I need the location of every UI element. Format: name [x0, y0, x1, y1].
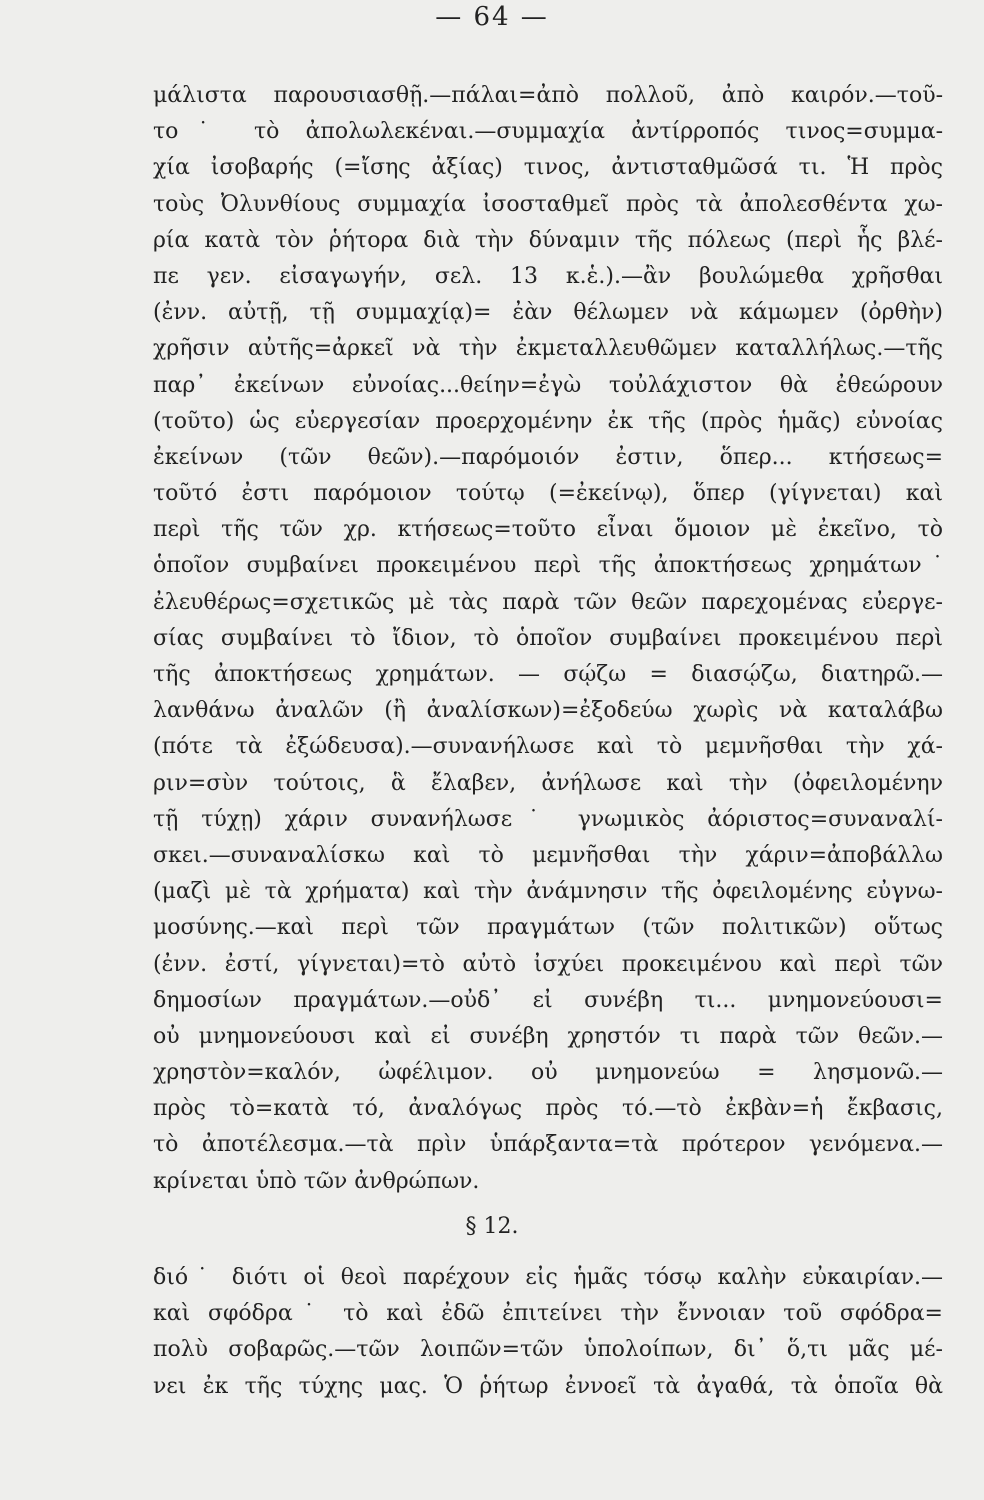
text-line: το˙ τὸ ἀπολωλεκέναι.—συμμαχία ἀντίρροπός τινος=συμμα-: [153, 119, 943, 145]
page-number: — 64 —: [435, 2, 549, 32]
text-line: τοὺς Ὀλυνθίους συμμαχία ἰσοσταθμεῖ πρὸς τὰ ἀπολεσθέντα χω-: [153, 191, 943, 217]
text-line: ἐκείνων (τῶν θεῶν).—παρόμοιόν ἐστιν, ὅπερ... κτήσεως=: [153, 444, 943, 470]
text-line: πρὸς τὸ=κατὰ τό, ἀναλόγως πρὸς τό.—τὸ ἐκβὰν=ἡ ἔκβασις,: [153, 1096, 943, 1122]
text-line: λανθάνω ἀναλῶν (ἢ ἀναλίσκων)=ἐξοδεύω χωρὶς νὰ καταλάβω: [153, 698, 943, 724]
text-line: τῇ τύχῃ) χάριν συνανήλωσε˙ γνωμικὸς ἀόριστος=συναναλί-: [153, 806, 943, 832]
commentary-text: [153, 78, 943, 1200]
text-line: περὶ τῆς τῶν χρ. κτήσεως=τοῦτο εἶναι ὅμοιον μὲ ἐκεῖνο, τὸ: [153, 517, 943, 543]
text-line: (μαζὶ μὲ τὰ χρήματα) καὶ τὴν ἀνάμνησιν τῆς ὀφειλομένης εὐγνω-: [153, 879, 943, 905]
text-line: χία ἰσοβαρής (=ἴσης ἀξίας) τινος, ἀντισταθμῶσά τι. Ἡ πρὸς: [153, 155, 943, 181]
text-line: (τοῦτο) ὡς εὐεργεσίαν προερχομένην ἐκ τῆς (πρὸς ἡμᾶς) εὐνοίας: [153, 408, 943, 434]
text-line: (πότε τὰ ἐξώδευσα).—συνανήλωσε καὶ τὸ μεμνῆσθαι τὴν χά-: [153, 734, 943, 760]
text-line: διό˙ διότι οἱ θεοὶ παρέχουν εἰς ἡμᾶς τόσῳ καλὴν εὐκαιρίαν.—: [153, 1265, 943, 1290]
text-line: νει ἐκ τῆς τύχης μας. Ὁ ῥήτωρ ἐννοεῖ τὰ ἀγαθά, τὰ ὁποῖα θὰ: [153, 1373, 943, 1399]
text-line: (ἐνν. αὐτῇ, τῇ συμμαχίᾳ)= ἐὰν θέλωμεν νὰ κάμωμεν (ὀρθὴν): [153, 300, 943, 326]
text-line: ὁποῖον συμβαίνει προκειμένου περὶ τῆς ἀποκτήσεως χρημάτων˙: [153, 553, 943, 579]
text-line: οὐ μνημονεύουσι καὶ εἰ συνέβη χρηστόν τι παρὰ τῶν θεῶν.—: [153, 1023, 943, 1049]
text-line: χρηστὸν=καλόν, ὠφέλιμον. οὐ μνημονεύω = λησμονῶ.—: [153, 1060, 943, 1086]
text-line: ρία κατὰ τὸν ῥήτορα διὰ τὴν δύναμιν τῆς πόλεως (περὶ ἧς βλέ-: [153, 227, 943, 253]
text-line: ριν=σὺν τούτοις, ἃ ἔλαβεν, ἀνήλωσε καὶ τὴν (ὀφειλομένην: [153, 770, 943, 796]
section-heading: § 12.: [465, 1214, 519, 1239]
text-line: παρ᾿ ἐκείνων εὐνοίας...θείην=ἐγὼ τοὐλάχιστον θὰ ἐθεώρουν: [153, 372, 943, 398]
text-line: δημοσίων πραγμάτων.—οὐδ᾿ εἰ συνέβη τι... μνημονεύουσι=: [153, 987, 943, 1013]
text-line: χρῆσιν αὐτῆς=ἀρκεῖ νὰ τὴν ἐκμεταλλευθῶμεν καταλλήλως.—τῆς: [153, 336, 943, 362]
text-line: (ἐνν. ἐστί, γίγνεται)=τὸ αὐτὸ ἰσχύει προκειμένου καὶ περὶ τῶν: [153, 951, 943, 977]
text-line: ἐλευθέρως=σχετικῶς μὲ τὰς παρὰ τῶν θεῶν παρεχομένας εὐεργε-: [153, 589, 943, 615]
text-line: μοσύνης.—καὶ περὶ τῶν πραγμάτων (τῶν πολιτικῶν) οὕτως: [153, 915, 943, 941]
text-line: μάλιστα παρουσιασθῇ.—πάλαι=ἀπὸ πολλοῦ, ἀπὸ καιρόν.—τοῦ-: [153, 83, 943, 108]
text-line: τῆς ἀποκτήσεως χρημάτων. — σῴζω = διασῴζω, διατηρῶ.—: [153, 662, 943, 687]
text-line: καὶ σφόδρα˙ τὸ καὶ ἐδῶ ἐπιτείνει τὴν ἔννοιαν τοῦ σφόδρα=: [153, 1301, 943, 1327]
text-line: τὸ ἀποτέλεσμα.—τὰ πρὶν ὑπάρξαντα=τὰ πρότερον γενόμενα.—: [153, 1132, 943, 1158]
text-line: κρίνεται ὑπὸ τῶν ἀνθρώπων.: [153, 1168, 480, 1194]
text-line: τοῦτό ἐστι παρόμοιον τούτῳ (=ἐκείνῳ), ὅπερ (γίγνεται) καὶ: [153, 481, 943, 507]
section-text: [153, 1260, 943, 1405]
text-line: πολὺ σοβαρῶς.—τῶν λοιπῶν=τῶν ὑπολοίπων, δι᾿ ὅ,τι μᾶς μέ-: [153, 1337, 943, 1363]
text-line: πε γεν. εἰσαγωγήν, σελ. 13 κ.ἑ.).—ἂν βουλώμεθα χρῆσθαι: [153, 263, 943, 289]
text-line: σίας συμβαίνει τὸ ἴδιον, τὸ ὁποῖον συμβαίνει προκειμένου περὶ: [153, 625, 943, 651]
text-line: σκει.—συναναλίσκω καὶ τὸ μεμνῆσθαι τὴν χάριν=ἀποβάλλω: [153, 842, 943, 868]
